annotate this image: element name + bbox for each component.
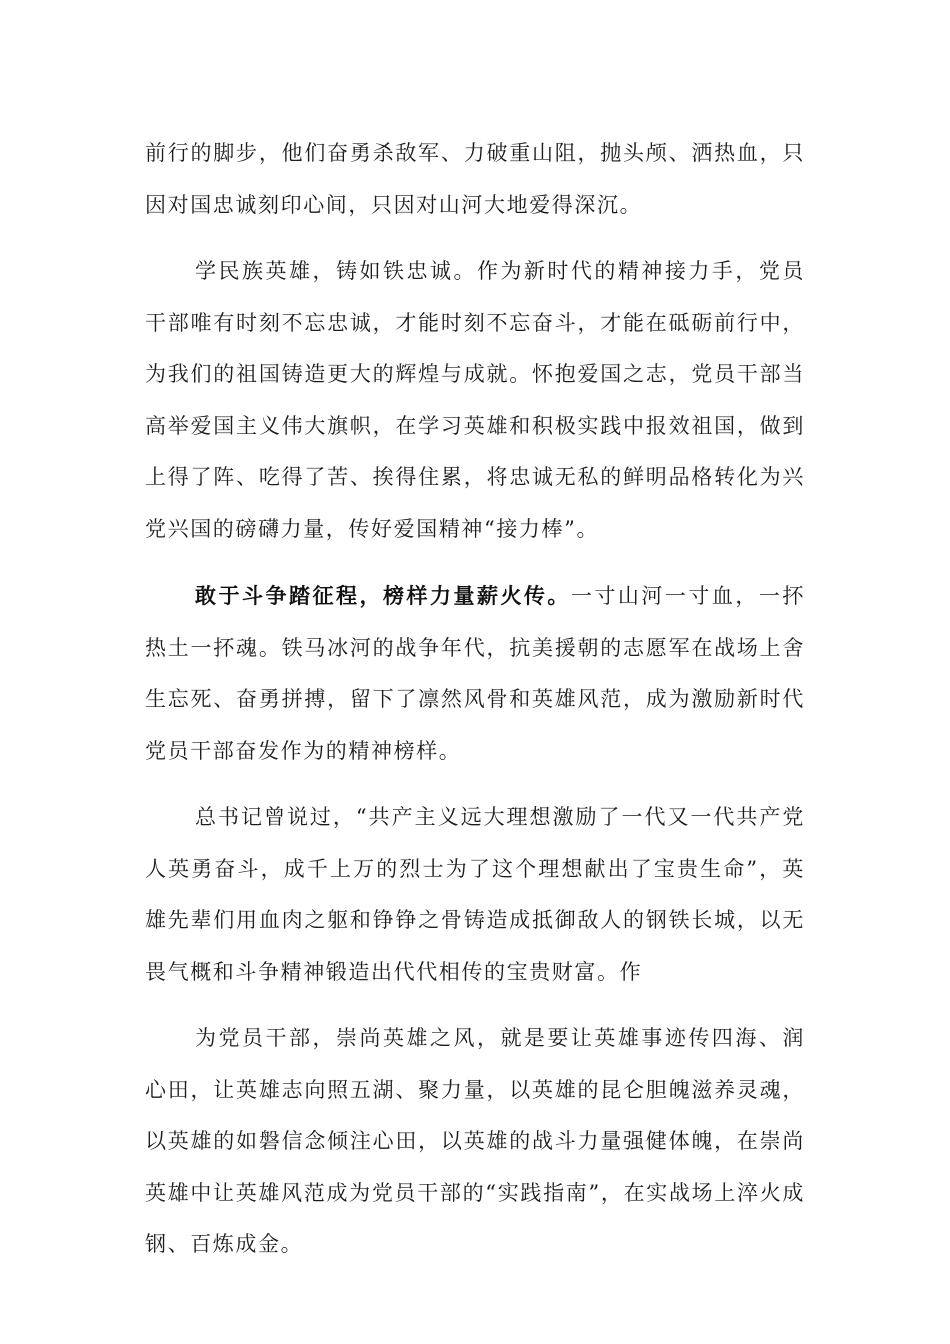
paragraph-3 (145, 570, 805, 777)
paragraph-5 (145, 1013, 805, 1271)
paragraph-5-text: 为党员干部，崇尚英雄之风，就是要让英雄事迹传四海、润心田，让英雄志向照五湖、聚力量，以英雄的昆仑胆魄滋养灵魂，以英雄的如磐信念倾注心田，以英雄的战斗力量强健体魄，在崇尚英雄中让英雄风范成为党员干部的“实践指南”，在实战场上淬火成钢、百炼成金。 (145, 1026, 805, 1256)
paragraph-2-text: 学民族英雄，铸如铁忠诚。作为新时代的精神接力手，党员干部唯有时刻不忘忠诚，才能时刻不忘奋斗，才能在砥砺前行中，为我们的祖国铸造更大的辉煌与成就。怀抱爱国之志，党员干部当高举爱国主义伟大旗帜，在学习英雄和积极实践中报效祖国，做到上得了阵、吃得了苦、挨得住累，将忠诚无私的鲜明品格转化为兴党兴国的磅礴力量，传好爱国精神“接力棒”。 (145, 259, 805, 541)
paragraph-2 (145, 246, 805, 555)
paragraph-3-heading: 敢于斗争踏征程，榜样力量薪火传。 (195, 583, 571, 608)
document-body (145, 128, 805, 1271)
paragraph-1 (145, 128, 805, 231)
paragraph-1-text: 前行的脚步，他们奋勇杀敌军、力破重山阻，抛头颅、洒热血，只因对国忠诚刻印心间，只因对山河大地爱得深沉。 (145, 141, 805, 217)
paragraph-4-text: 总书记曾说过，“共产主义远大理想激励了一代又一代共产党人英勇奋斗，成千上万的烈士为了这个理想献出了宝贵生命”，英雄先辈们用血肉之躯和铮铮之骨铸造成抵御敌人的钢铁长城，以无畏气概和斗争精神锻造出代代相传的宝贵财富。作 (145, 805, 805, 984)
paragraph-3-text: 一寸山河一寸血，一抔热土一抔魂。铁马冰河的战争年代，抗美援朝的志愿军在战场上舍生忘死、奋勇拼搏，留下了凛然风骨和英雄风范，成为激励新时代党员干部奋发作为的精神榜样。 (145, 584, 805, 763)
paragraph-4 (145, 792, 805, 998)
